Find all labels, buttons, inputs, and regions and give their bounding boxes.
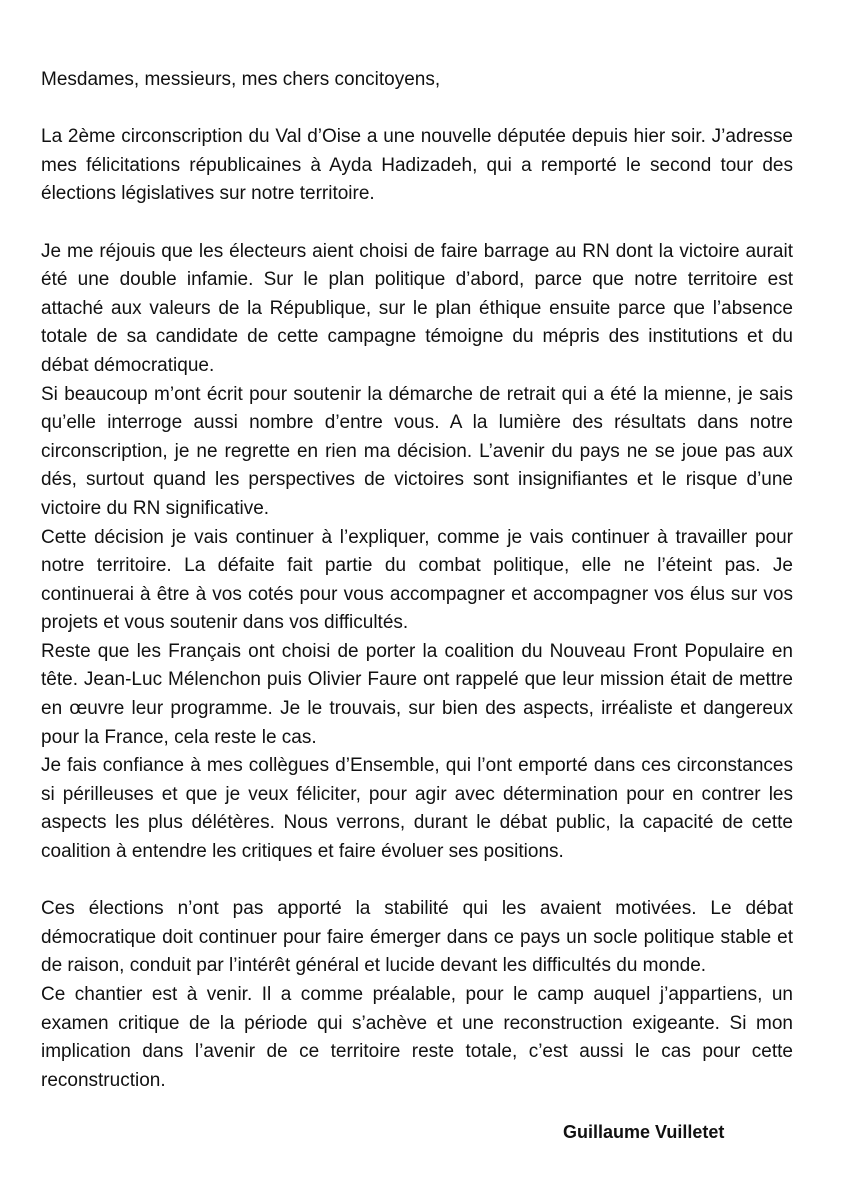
salutation: Mesdames, messieurs, mes chers concitoyens, xyxy=(41,69,441,90)
paragraph-spacer xyxy=(41,95,793,124)
paragraph-spacer xyxy=(41,867,793,896)
paragraph-withdrawal: Si beaucoup m’ont écrit pour soutenir la démarche de retrait qui a été la mienne, je sais qu’elle interroge aussi nombre d’entre vous. A la lumière des résultats dans notre circonscription, je ne regrette en rien ma décision. L’avenir du pays ne se joue pas aux dés, surtout quand les perspectives de victoires sont insignifiantes et le risque d’une victoire du RN significative. xyxy=(41,383,793,519)
paragraph-new-deputy: La 2ème circonscription du Val d’Oise a une nouvelle députée depuis hier soir. J’adresse mes félicitations républicaines à Ayda Hadizadeh, qui a remporté le second tour des élections législatives sur notre territoire. xyxy=(41,126,793,205)
paragraph-nfp-coalition: Reste que les Français ont choisi de porter la coalition du Nouveau Front Populaire en tête. Jean-Luc Mélenchon puis Olivier Faure ont rappelé que leur mission était de mettre en œuvre leur programme. Je le trouvais, sur bien des aspects, irréaliste et dangereux pour la France, cela reste le cas. xyxy=(41,640,793,748)
paragraph-barrage-rn: Je me réjouis que les électeurs aient choisi de faire barrage au RN dont la victoire aurait été une double infamie. Sur le plan politique d’abord, parce que notre territoire est attaché aux valeurs de la République, sur le plan éthique ensuite parce que l’absence totale de sa candidate de cette campagne témoigne du mépris des institutions et du débat démocratique. xyxy=(41,240,793,376)
paragraph-reconstruction: Ce chantier est à venir. Il a comme préalable, pour le camp auquel j’appartiens, un examen critique de la période qui s’achève et une reconstruction exigeante. Si mon implication dans l’avenir de ce territoire reste totale, c’est aussi le cas pour cette reconstruction. xyxy=(41,984,793,1091)
signature: Guillaume Vuilletet xyxy=(563,1122,725,1142)
paragraph-continue-working: Cette décision je vais continuer à l’expliquer, comme je vais continuer à travailler pour notre territoire. La défaite fait partie du combat politique, elle ne l’éteint pas. Je continuerai à être à vos cotés pour vous accompagner et accompagner vos élus sur vos projets et vous soutenir dans vos difficultés. xyxy=(41,526,793,634)
paragraph-stability: Ces élections n’ont pas apporté la stabilité qui les avaient motivées. Le débat démocratique doit continuer pour faire émerger dans ce pays un socle politique stable et de raison, conduit par l’intérêt général et lucide devant les difficultés du monde. xyxy=(41,898,793,977)
paragraph-spacer xyxy=(41,209,793,238)
paragraph-ensemble-colleagues: Je fais confiance à mes collègues d’Ensemble, qui l’ont emporté dans ces circonstances si périlleuses et que je veux féliciter, pour agir avec détermination pour en contrer les aspects les plus délétères. Nous verrons, durant le débat public, la capacité de cette coalition à entendre les critiques et faire évoluer ses positions. xyxy=(41,755,793,863)
letter-body xyxy=(41,66,793,1095)
